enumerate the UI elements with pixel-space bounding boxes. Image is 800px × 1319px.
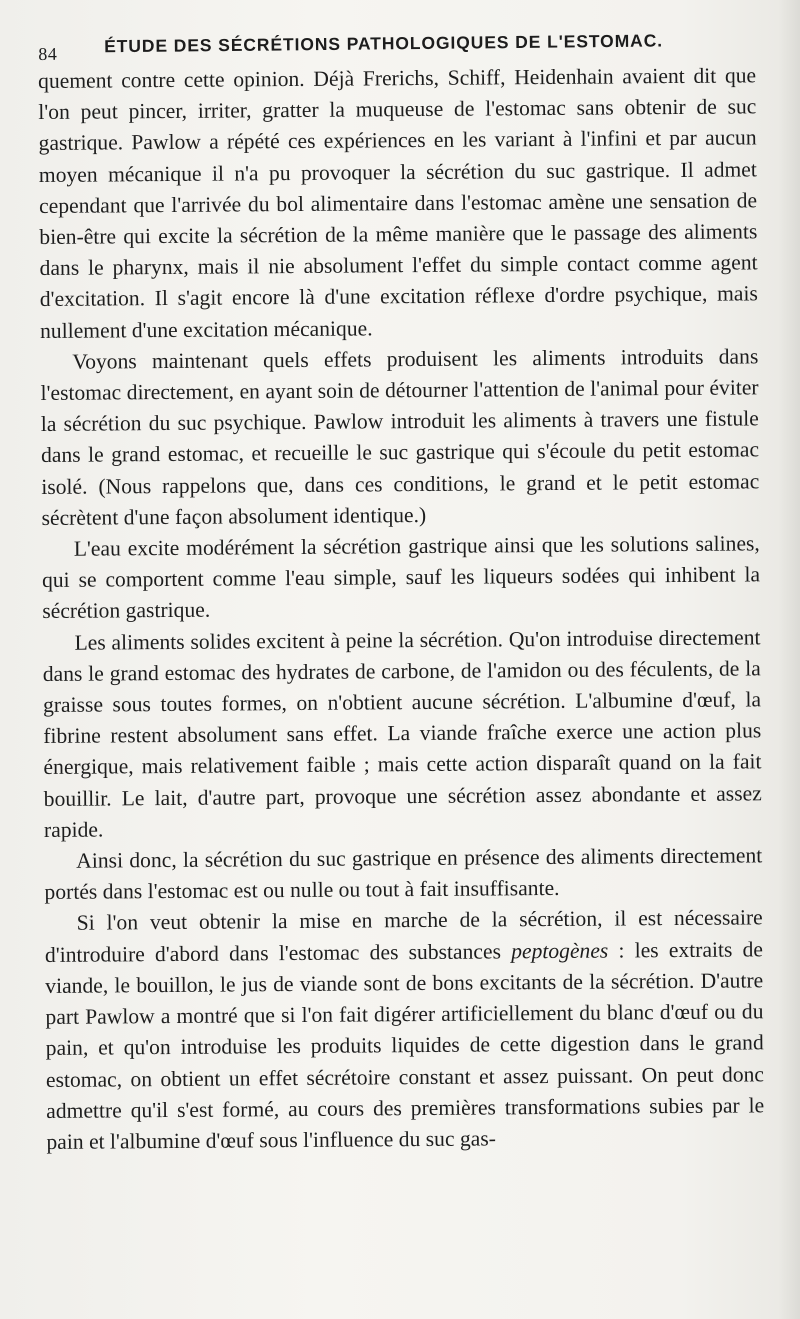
italic-term-peptogenes: peptogènes <box>511 938 609 963</box>
paragraph-3: L'eau excite modérément la sécrétion gastrique ainsi que les solutions salines, qui se comportent comme l'eau simple, sauf les liqueurs sodées qui inhibent la sécrétion gastrique. <box>41 531 761 624</box>
page-header <box>38 22 758 64</box>
paragraph-2: Voyons maintenant quels effets produisent les aliments introduits dans l'estomac directement, en ayant soin de détourner l'attention de l'animal pour éviter la sécrétion du suc psychique. Pawlow introduit les aliments à travers une fistule dans le grand estomac, et recueille le suc gastrique qui s'écoule du petit estomac isolé. (Nous rappelons que, dans ces conditions, le grand et le petit estomac sécrètent d'une façon absolument identique.) <box>40 344 760 530</box>
paragraph-6-part-2: : les extraits de viande, le bouillon, le jus de viande sont de bons excitants de la sécrétion. D'autre part Pawlow a montré que si l'on fait digérer artificiellement du blanc d'œuf ou du pain, et qu'on introduise les produits liquides de cette digestion dans le grand estomac, on obtient un effet sécrétoire constant et assez puissant. On peut donc admettre qu'il s'est formé, au cours des premières transformations subies par le pain et l'albumine d'œuf sous l'influence du suc gas- <box>45 937 765 1154</box>
paragraph-5: Ainsi donc, la sécrétion du suc gastrique en présence des aliments directement portés dans l'estomac est ou nulle ou tout à fait insuffisante. <box>44 843 763 905</box>
paragraph-6-part-1: Si l'on veut obtenir la mise en marche de la sécrétion, il est nécessaire d'introduire d'abord dans l'estomac des substances <box>44 905 763 967</box>
page-number: 84 <box>38 43 58 64</box>
running-title: ÉTUDE DES SÉCRÉTIONS PATHOLOGIQUES DE L'ESTOMAC. <box>104 30 664 57</box>
page-edge-shadow <box>778 0 800 1319</box>
paragraph-6 <box>45 903 765 1158</box>
body-text <box>38 60 765 1158</box>
paragraph-4: Les aliments solides excitent à peine la sécrétion. Qu'on introduise directement dans le grand estomac des hydrates de carbone, de l'amidon ou des féculents, de la graisse sous toutes formes, on n'obtient aucune sécrétion. L'albumine d'œuf, la fibrine restent absolument sans effet. La viande fraîche exerce une action plus énergique, mais relativement faible ; mais cette action disparaît quand on la fait bouillir. Le lait, d'autre part, provoque une sécrétion assez abondante et assez rapide. <box>42 624 762 842</box>
paragraph-1: quement contre cette opinion. Déjà Frerichs, Schiff, Heidenhain avaient dit que l'on peut pincer, irriter, gratter la muqueuse de l'estomac sans obtenir de suc gastrique. Pawlow a répété ces expériences en les variant à l'infini et par aucun moyen mécanique il n'a pu provoquer la sécrétion du suc gastrique. Il admet cependant que l'arrivée du bol alimentaire dans l'estomac amène une sensation de bien-être qui excite la sécrétion de la même manière que le passage des aliments dans le pharynx, mais il nie absolument l'effet du simple contact comme agent d'excitation. Il s'agit encore là d'une excitation réflexe d'ordre psychique, mais nullement d'une excitation mécanique. <box>38 63 758 343</box>
